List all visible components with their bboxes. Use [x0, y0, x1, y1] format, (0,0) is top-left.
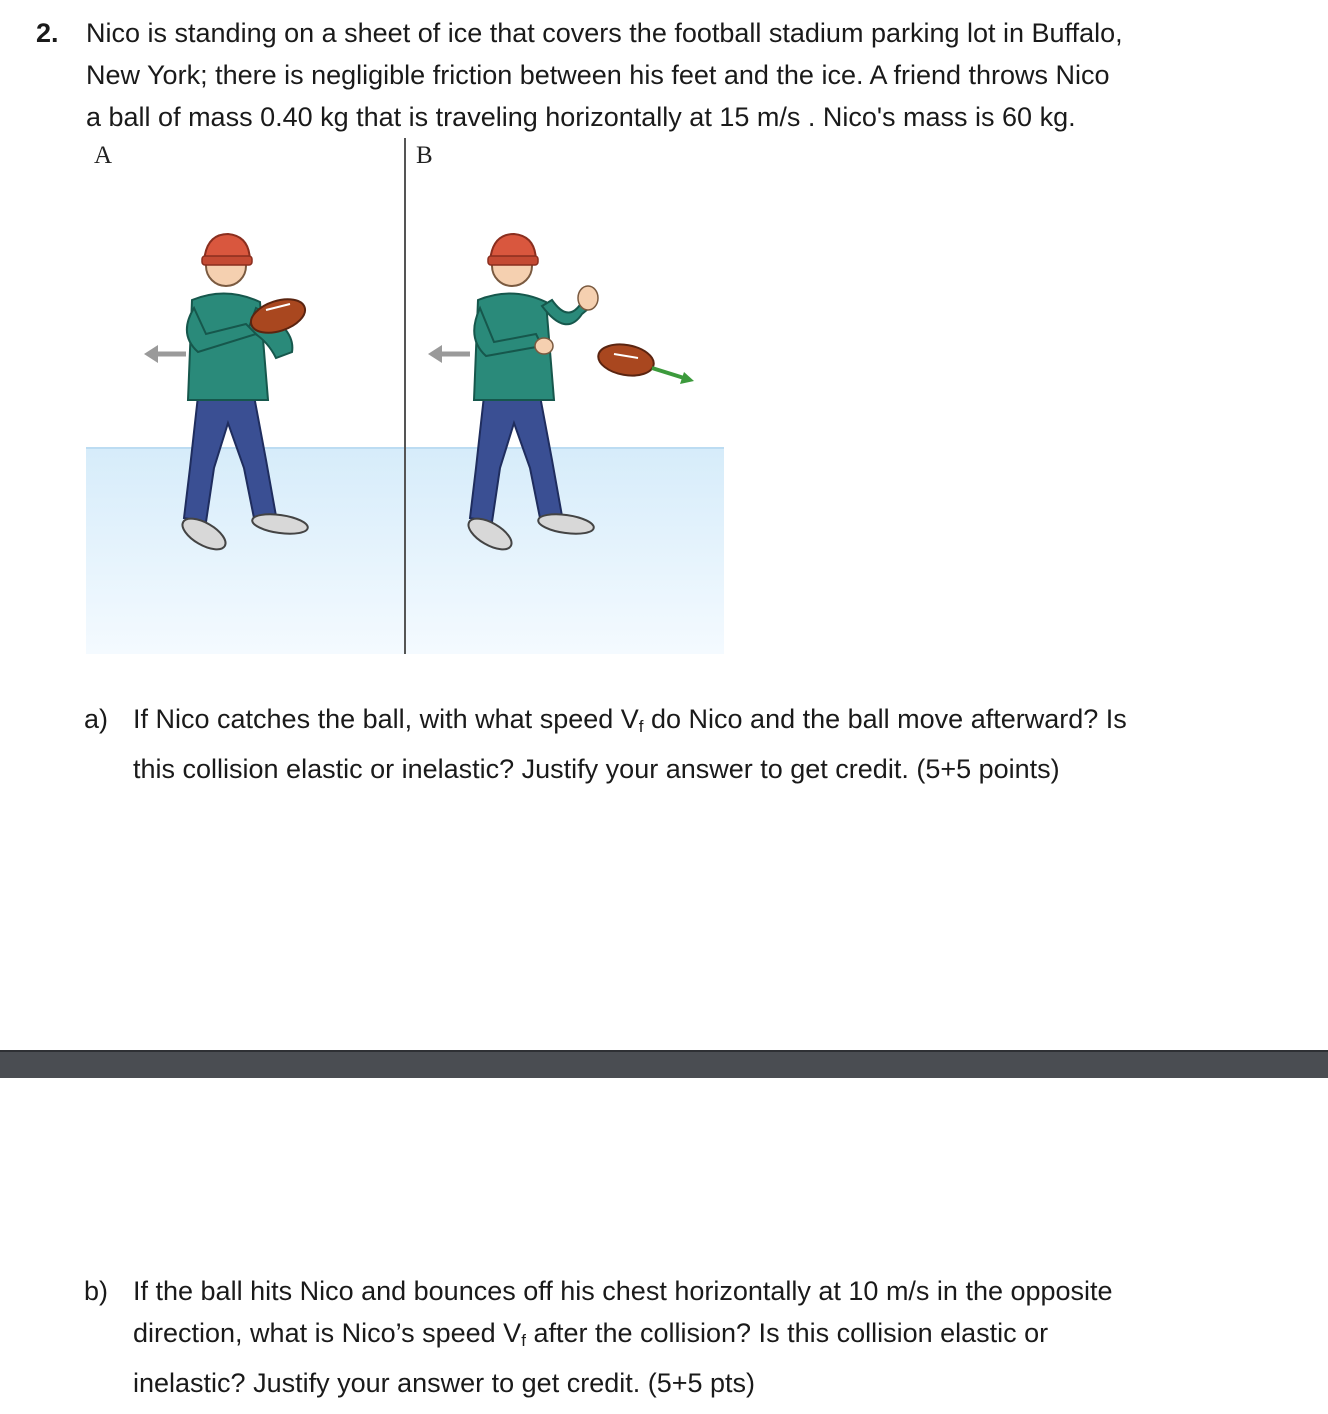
stem-line-3: a ball of mass 0.40 kg that is traveling horizontally at 15 m/s . Nico's mass is 60 kg.	[86, 102, 1076, 132]
football-b	[596, 340, 656, 379]
page-divider	[0, 1050, 1328, 1078]
recoil-arrow-b	[428, 345, 470, 363]
part-a-line-2: this collision elastic or inelastic? Justify your answer to get credit. (5+5 points)	[133, 754, 1060, 784]
part-b-line-3: inelastic? Justify your answer to get credit. (5+5 pts)	[133, 1368, 756, 1398]
ball-velocity-arrow	[652, 368, 694, 384]
recoil-arrow-a	[144, 345, 186, 363]
question-number: 2.	[36, 18, 59, 48]
part-b-label: b)	[84, 1276, 109, 1306]
part-b-text	[133, 1270, 1303, 1404]
collision-figure	[86, 138, 726, 654]
figure-illustration	[86, 138, 726, 654]
part-a-label: a)	[84, 704, 109, 734]
part-a-text	[133, 698, 1303, 790]
stem-line-1: Nico is standing on a sheet of ice that covers the football stadium parking lot in Buffalo,	[86, 18, 1123, 48]
panel-a-label: A	[94, 142, 113, 169]
part-b-line-2: direction, what is Nico’s speed $V_f$ after the collision? Is this collision elastic or	[133, 1318, 1049, 1350]
question-stem	[86, 12, 1286, 138]
part-b-line-1: If the ball hits Nico and bounces off his chest horizontally at 10 m/s in the opposite	[133, 1276, 1113, 1306]
panel-b-label: B	[416, 142, 433, 169]
part-a-line-1: If Nico catches the ball, with what speed $V_f$ do Nico and the ball move afterward? Is	[133, 704, 1127, 736]
stem-line-2: New York; there is negligible friction between his feet and the ice. A friend throws Nico	[86, 60, 1110, 90]
